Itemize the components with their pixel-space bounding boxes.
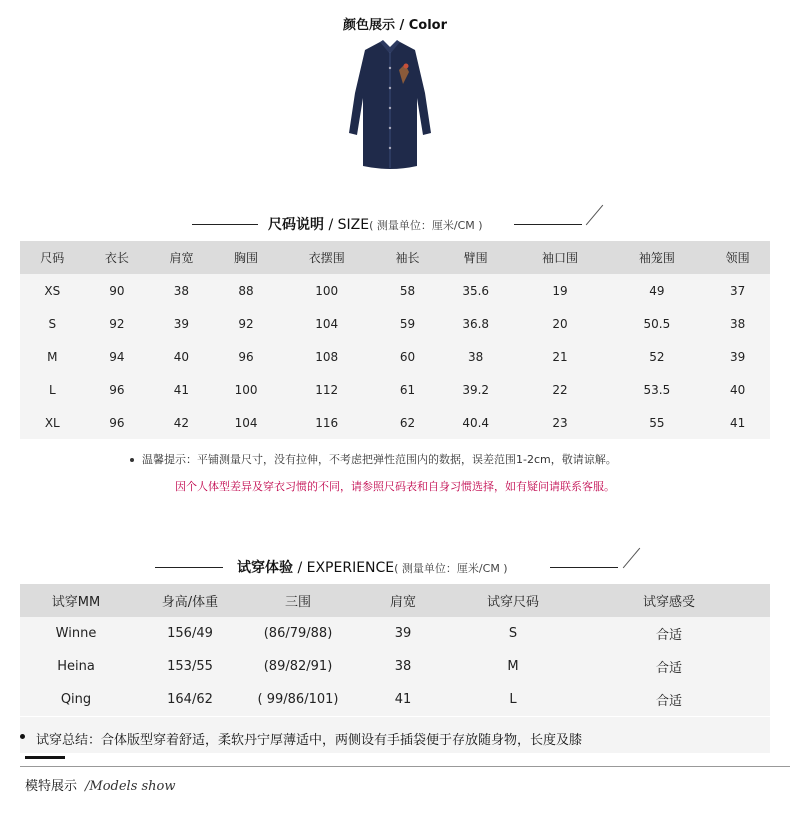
heading-slash [586, 205, 603, 226]
table-row [20, 340, 770, 373]
experience-header-cell: 试穿尺码 [458, 584, 568, 617]
experience-cell: 153/55 [167, 659, 213, 674]
size-cell: M [47, 349, 58, 364]
size-header-cell: 胸围 [214, 241, 279, 274]
size-cell: 50.5 [643, 316, 671, 331]
size-cell: 53.5 [643, 382, 671, 397]
size-note [130, 451, 617, 467]
size-cell: 58 [399, 283, 416, 298]
size-cell: 39.2 [462, 382, 490, 397]
size-cell: 49 [649, 283, 665, 298]
experience-summary [20, 717, 770, 753]
size-header-cell: 肩宽 [149, 241, 214, 274]
experience-cell: 合适 [655, 628, 682, 643]
size-cell: XL [44, 415, 60, 430]
experience-cell: 合适 [655, 694, 682, 709]
size-cell: 40 [173, 349, 190, 364]
size-cell: 38 [730, 316, 746, 331]
size-section-heading [0, 212, 790, 236]
size-cell: 61 [399, 382, 416, 397]
size-cell: 52 [649, 349, 665, 364]
table-row [20, 683, 770, 716]
experience-cell: L [509, 692, 517, 707]
denim-shirt-dress-image [345, 38, 435, 173]
size-cell: 60 [399, 349, 416, 364]
experience-heading-text: 试穿体验 / EXPERIENCE( 测量单位：厘米/CM ) [237, 560, 508, 576]
size-header-cell: 领围 [705, 241, 770, 274]
heading-rule-left [192, 224, 258, 225]
size-cell: 41 [730, 415, 746, 430]
size-header-cell: 臂围 [440, 241, 512, 274]
table-row [20, 406, 770, 439]
size-cell: 35.6 [462, 283, 490, 298]
size-cell: 116 [315, 415, 339, 430]
experience-header-cell: 肩宽 [348, 584, 458, 617]
size-cell: 19 [552, 283, 568, 298]
size-cell: 100 [234, 382, 258, 397]
size-header-cell: 袖长 [375, 241, 440, 274]
table-row [20, 650, 770, 683]
size-note-text: 温馨提示：平铺测量尺寸，没有拉伸，不考虑把弹性范围内的数据，误差范围1-2cm，敬请谅解。 [142, 453, 617, 466]
experience-cell: ( 99/86/101) [257, 692, 339, 707]
size-header-cell: 袖笼围 [608, 241, 705, 274]
size-cell: 22 [552, 382, 568, 397]
experience-cell: 39 [394, 626, 412, 641]
bullet-icon [20, 734, 25, 739]
models-divider [20, 766, 790, 767]
experience-cell: 156/49 [167, 626, 213, 641]
size-warning: 因个人体型差异及穿衣习惯的不同，请参照尺码表和自身习惯选择，如有疑问请联系客服。 [175, 480, 615, 493]
bullet-icon [130, 458, 134, 462]
size-cell: XS [44, 283, 61, 298]
heading-slash [623, 548, 640, 569]
experience-header-cell: 试穿感受 [568, 584, 770, 617]
table-row [20, 373, 770, 406]
size-header-cell: 衣摆围 [278, 241, 375, 274]
experience-cell: S [508, 626, 518, 641]
size-cell: 104 [315, 316, 339, 331]
size-cell: S [48, 316, 57, 331]
size-header-cell: 尺码 [20, 241, 85, 274]
experience-cell: 164/62 [167, 692, 213, 707]
size-heading-text: 尺码说明 / SIZE( 测量单位：厘米/CM ) [268, 217, 483, 233]
size-header-cell: 衣长 [85, 241, 150, 274]
experience-cell: Winne [55, 626, 97, 641]
color-section-title: 颜色展示 / Color [342, 18, 448, 33]
experience-cell: 41 [394, 692, 412, 707]
size-cell: 37 [730, 283, 746, 298]
size-cell: 62 [399, 415, 416, 430]
experience-header-cell: 三围 [248, 584, 348, 617]
experience-cell: 合适 [655, 661, 682, 676]
experience-header-cell: 试穿MM [20, 584, 132, 617]
size-cell: 90 [109, 283, 125, 298]
heading-rule-left [155, 567, 223, 568]
table-row [20, 617, 770, 650]
size-cell: 96 [109, 382, 125, 397]
size-cell: 55 [649, 415, 665, 430]
size-cell: 88 [238, 283, 254, 298]
size-header-cell: 袖口围 [512, 241, 609, 274]
experience-table-header-row [20, 584, 770, 617]
experience-cell: (86/79/88) [263, 626, 333, 641]
size-cell: 39 [730, 349, 746, 364]
size-cell: 38 [173, 283, 190, 298]
experience-header-cell: 身高/体重 [132, 584, 248, 617]
table-row [20, 307, 770, 340]
experience-cell: M [507, 659, 519, 674]
size-cell: 20 [552, 316, 568, 331]
models-accent-bar [25, 756, 65, 759]
size-cell: 40 [730, 382, 746, 397]
experience-cell: Heina [57, 659, 95, 674]
size-cell: 92 [109, 316, 125, 331]
size-cell: 23 [552, 415, 568, 430]
size-cell: 96 [109, 415, 125, 430]
experience-summary-text: 试穿总结：合体版型穿着舒适，柔软丹宁厚薄适中，两侧设有手插袋便于存放随身物，长度及膝 [36, 733, 583, 748]
experience-cell: Qing [60, 692, 92, 707]
table-row [20, 274, 770, 307]
size-table [20, 241, 770, 439]
size-cell: 41 [173, 382, 190, 397]
experience-cell: (89/82/91) [263, 659, 333, 674]
size-cell: 94 [109, 349, 125, 364]
size-cell: 36.8 [462, 316, 490, 331]
size-cell: 21 [552, 349, 568, 364]
size-cell: 112 [315, 382, 339, 397]
size-cell: 96 [238, 349, 254, 364]
size-cell: 39 [173, 316, 190, 331]
models-section-title: 模特展示 /Models show [25, 779, 176, 794]
size-cell: 104 [234, 415, 258, 430]
size-table-header-row [20, 241, 770, 274]
size-cell: 100 [315, 283, 339, 298]
size-cell: 38 [468, 349, 484, 364]
experience-table [20, 584, 770, 716]
size-cell: 92 [238, 316, 254, 331]
heading-rule-right [514, 224, 582, 225]
experience-section-heading [0, 555, 790, 579]
size-cell: 59 [399, 316, 416, 331]
size-cell: 42 [173, 415, 190, 430]
heading-rule-right [550, 567, 618, 568]
size-cell: 108 [315, 349, 339, 364]
size-cell: L [48, 382, 56, 397]
experience-cell: 38 [394, 659, 412, 674]
size-cell: 40.4 [462, 415, 490, 430]
